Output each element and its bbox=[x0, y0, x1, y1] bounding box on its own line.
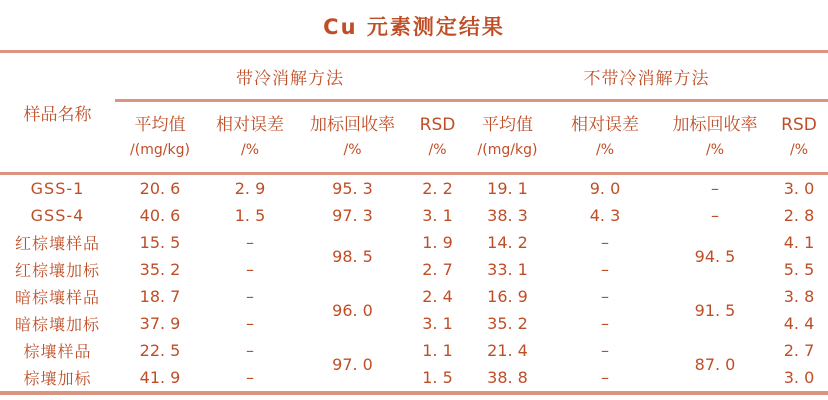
recovery-header-label: 加标回收率 bbox=[672, 115, 758, 136]
avg-header bbox=[115, 101, 205, 174]
rsd-cell: 3. 1 bbox=[422, 206, 453, 225]
rel-error-cell: – bbox=[601, 233, 609, 252]
rel-error-cell: – bbox=[246, 368, 254, 387]
avg-value-cell: 18. 7 bbox=[139, 287, 181, 306]
rel-error-header bbox=[205, 101, 295, 174]
rel-error-cell: 4. 3 bbox=[589, 206, 621, 225]
table-row bbox=[0, 337, 828, 364]
avg-value-cell: 38. 8 bbox=[487, 368, 528, 387]
recovery-cell: 97. 3 bbox=[332, 206, 373, 225]
avg-value-cell: 37. 9 bbox=[139, 314, 181, 333]
sample-name-cell: GSS-4 bbox=[30, 206, 85, 225]
rel-error-header bbox=[550, 101, 660, 174]
avg-value-cell: 41. 9 bbox=[139, 368, 181, 387]
sample-name-cell: 棕壤样品 bbox=[23, 342, 92, 361]
rel-error-cell: 1. 5 bbox=[234, 206, 266, 225]
recovery-cell: 95. 3 bbox=[332, 179, 373, 198]
rsd-cell: 1. 1 bbox=[422, 341, 453, 360]
rel-error-cell: – bbox=[246, 233, 254, 252]
avg-value-cell: 33. 1 bbox=[487, 260, 528, 279]
sample-name-header: 样品名称 bbox=[0, 52, 115, 174]
sub-header-row bbox=[0, 101, 828, 174]
rsd-cell: 2. 7 bbox=[422, 260, 453, 279]
rsd-cell: 4. 1 bbox=[783, 233, 815, 252]
rsd-cell: 3. 1 bbox=[422, 314, 453, 333]
avg-header bbox=[465, 101, 550, 174]
recovery-cell-merged: 97. 0 bbox=[332, 354, 373, 374]
sample-name-cell: GSS-1 bbox=[30, 179, 85, 198]
table-row bbox=[0, 229, 828, 256]
rel-error-cell: – bbox=[601, 341, 609, 360]
rel-error-cell: – bbox=[601, 368, 609, 387]
sample-name-cell: 红棕壤样品 bbox=[14, 234, 100, 253]
avg-value-cell: 35. 2 bbox=[139, 260, 181, 279]
rel-error-cell: – bbox=[246, 260, 254, 279]
recovery-cell: – bbox=[711, 206, 719, 225]
rel-error-header-unit: /% bbox=[240, 141, 260, 158]
rsd-header bbox=[410, 101, 465, 174]
avg-value-cell: 14. 2 bbox=[487, 233, 528, 252]
avg-header-unit: /(mg/kg) bbox=[477, 141, 538, 158]
avg-value-cell: 40. 6 bbox=[139, 206, 181, 225]
rel-error-header-label: 相对误差 bbox=[216, 115, 284, 136]
recovery-header-unit: /% bbox=[343, 141, 362, 158]
avg-value-cell: 38. 3 bbox=[487, 206, 528, 225]
rsd-cell: 3. 8 bbox=[783, 287, 815, 306]
results-table bbox=[0, 50, 828, 395]
rel-error-cell: – bbox=[601, 287, 609, 306]
table-row bbox=[0, 202, 828, 229]
recovery-header bbox=[295, 101, 410, 174]
rel-error-cell: 9. 0 bbox=[589, 179, 621, 198]
recovery-header-unit: /% bbox=[705, 141, 725, 158]
avg-header-unit: /(mg/kg) bbox=[130, 141, 190, 158]
rel-error-header-label: 相对误差 bbox=[571, 115, 639, 136]
rsd-cell: 1. 5 bbox=[422, 368, 453, 387]
rel-error-header-unit: /% bbox=[595, 141, 615, 158]
rsd-header-label: RSD bbox=[419, 115, 456, 136]
sample-name-cell: 暗棕壤加标 bbox=[14, 315, 100, 334]
rsd-header-label: RSD bbox=[781, 115, 817, 136]
recovery-cell-merged: 87. 0 bbox=[694, 354, 736, 374]
rsd-cell: 3. 0 bbox=[783, 179, 815, 198]
avg-header-label: 平均值 bbox=[482, 115, 533, 136]
avg-value-cell: 22. 5 bbox=[139, 341, 181, 360]
rsd-cell: 2. 4 bbox=[422, 287, 453, 306]
rsd-cell: 2. 7 bbox=[783, 341, 815, 360]
rsd-header bbox=[770, 101, 828, 174]
rsd-cell: 4. 4 bbox=[783, 314, 815, 333]
page-title: Cu 元素测定结果 bbox=[323, 15, 505, 39]
table-row bbox=[0, 283, 828, 310]
recovery-cell-merged: 96. 0 bbox=[332, 300, 373, 320]
rel-error-cell: – bbox=[601, 260, 609, 279]
avg-header-label: 平均值 bbox=[134, 115, 186, 136]
avg-value-cell: 15. 5 bbox=[139, 233, 181, 252]
sample-name-cell: 暗棕壤样品 bbox=[14, 288, 100, 307]
rsd-header-unit: /% bbox=[789, 141, 809, 158]
rsd-cell: 5. 5 bbox=[783, 260, 815, 279]
recovery-header bbox=[660, 101, 770, 174]
recovery-cell-merged: 94. 5 bbox=[694, 246, 736, 266]
table-row bbox=[0, 174, 828, 203]
avg-value-cell: 19. 1 bbox=[487, 179, 528, 198]
avg-value-cell: 21. 4 bbox=[487, 341, 528, 360]
rsd-header-unit: /% bbox=[428, 141, 447, 158]
rel-error-cell: – bbox=[601, 314, 609, 333]
avg-value-cell: 35. 2 bbox=[487, 314, 528, 333]
rel-error-cell: – bbox=[246, 287, 254, 306]
recovery-cell-merged: 98. 5 bbox=[332, 246, 373, 266]
group-header-cold-digestion: 带冷消解方法 bbox=[115, 52, 465, 101]
rel-error-cell: 2. 9 bbox=[234, 179, 266, 198]
group-header-row bbox=[0, 52, 828, 101]
rsd-cell: 1. 9 bbox=[422, 233, 453, 252]
avg-value-cell: 16. 9 bbox=[487, 287, 528, 306]
rel-error-cell: – bbox=[246, 314, 254, 333]
avg-value-cell: 20. 6 bbox=[139, 179, 181, 198]
rsd-cell: 2. 8 bbox=[783, 206, 815, 225]
sample-name-cell: 棕壤加标 bbox=[23, 369, 92, 388]
recovery-cell-merged: 91. 5 bbox=[694, 300, 736, 320]
recovery-header-label: 加标回收率 bbox=[310, 115, 395, 136]
sample-name-cell: 红棕壤加标 bbox=[14, 261, 100, 280]
group-header-no-cold-digestion: 不带冷消解方法 bbox=[465, 52, 828, 101]
rel-error-cell: – bbox=[246, 341, 254, 360]
rsd-cell: 2. 2 bbox=[422, 179, 453, 198]
recovery-cell: – bbox=[711, 179, 719, 198]
rsd-cell: 3. 0 bbox=[783, 368, 815, 387]
